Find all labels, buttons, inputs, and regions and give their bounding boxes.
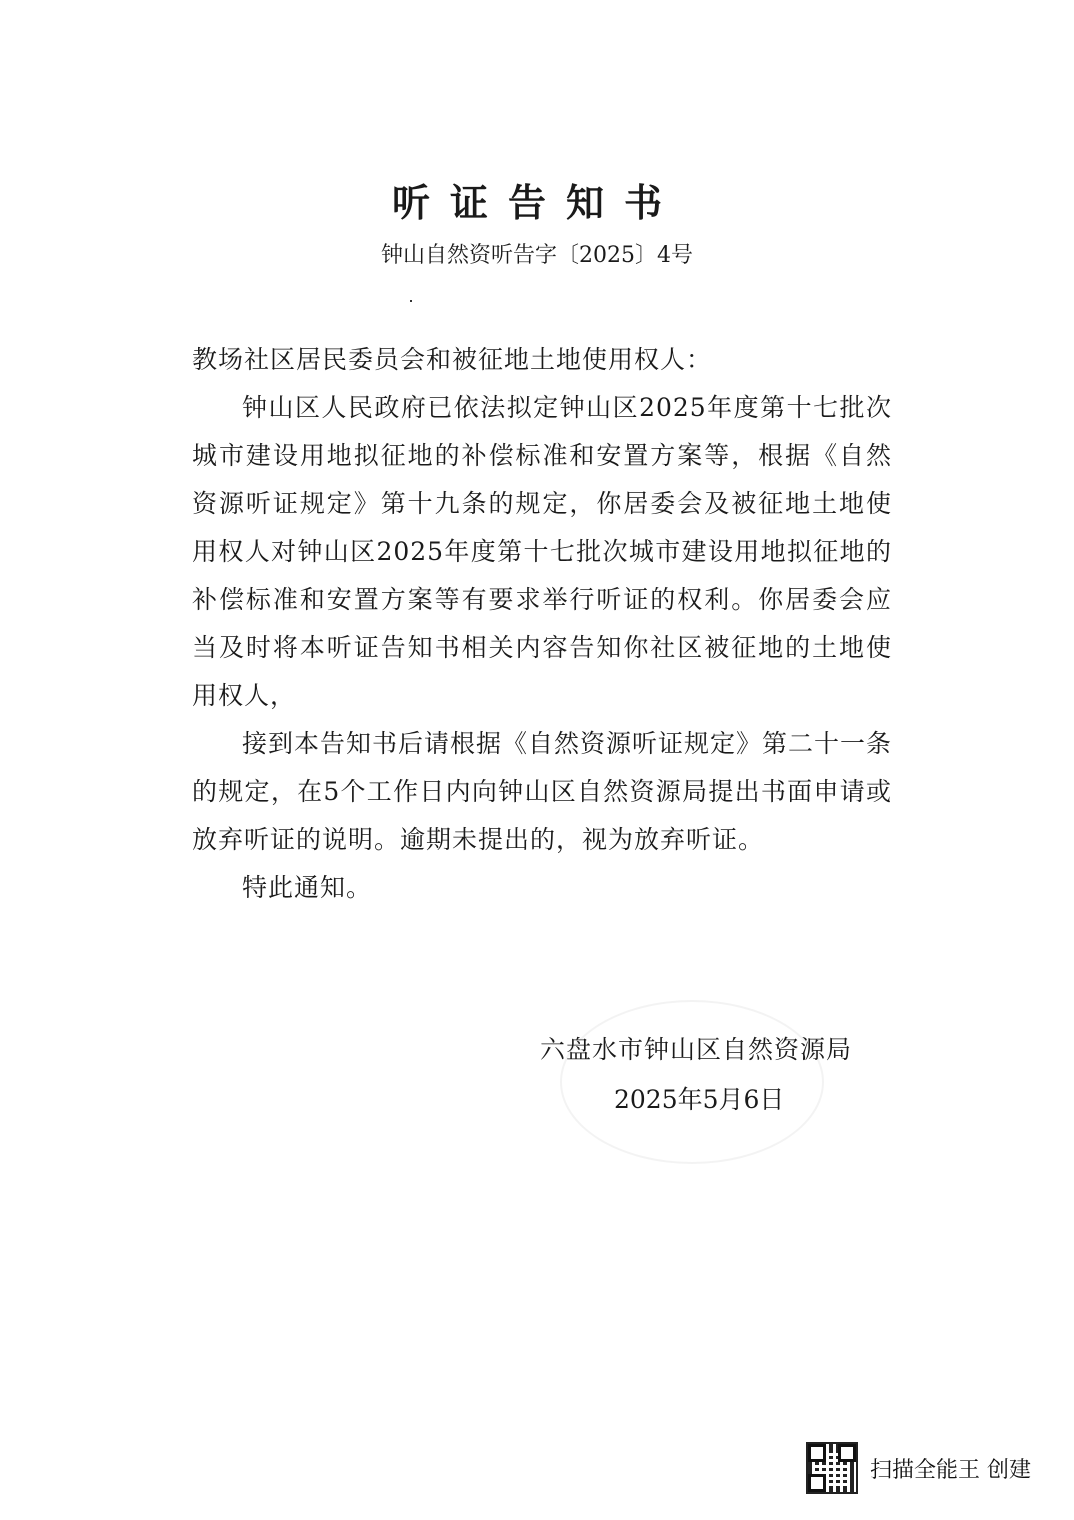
scan-speck [410, 300, 412, 302]
signature-date: 2025年5月6日 [614, 1085, 785, 1114]
scanner-watermark-text: 扫描全能王 创建 [870, 1457, 1031, 1483]
qr-code-icon [806, 1442, 858, 1494]
document-body [192, 336, 892, 912]
signature-organization: 六盘水市钟山区自然资源局 [540, 1035, 853, 1064]
document-title: 听证告知书 [391, 181, 682, 225]
paragraph-1: 钟山区人民政府已依法拟定钟山区2025年度第十七批次城市建设用地拟征地的补偿标准和安置方案等，根据《自然资源听证规定》第十九条的规定，你居委会及被征地土地使用权人对钟山区2025年度第十七批次城市建设用地拟征地的补偿标准和安置方案等有要求举行听证的权利。你居委会应当及时将本听证告知书相关内容告知你社区被征地的土地使用权人， [192, 393, 892, 710]
paragraph-2: 接到本告知书后请根据《自然资源听证规定》第二十一条的规定，在5个工作日内向钟山区自然资源局提出书面申请或放弃听证的说明。逾期未提出的，视为放弃听证。 [192, 729, 893, 854]
salutation: 教场社区居民委员会和被征地土地使用权人： [192, 345, 713, 374]
document-number: 钟山自然资听告字〔2025〕4号 [381, 243, 693, 268]
paragraph-3: 特此通知。 [242, 873, 373, 902]
signature-block [540, 1030, 852, 1116]
scanner-watermark [806, 1442, 1031, 1494]
